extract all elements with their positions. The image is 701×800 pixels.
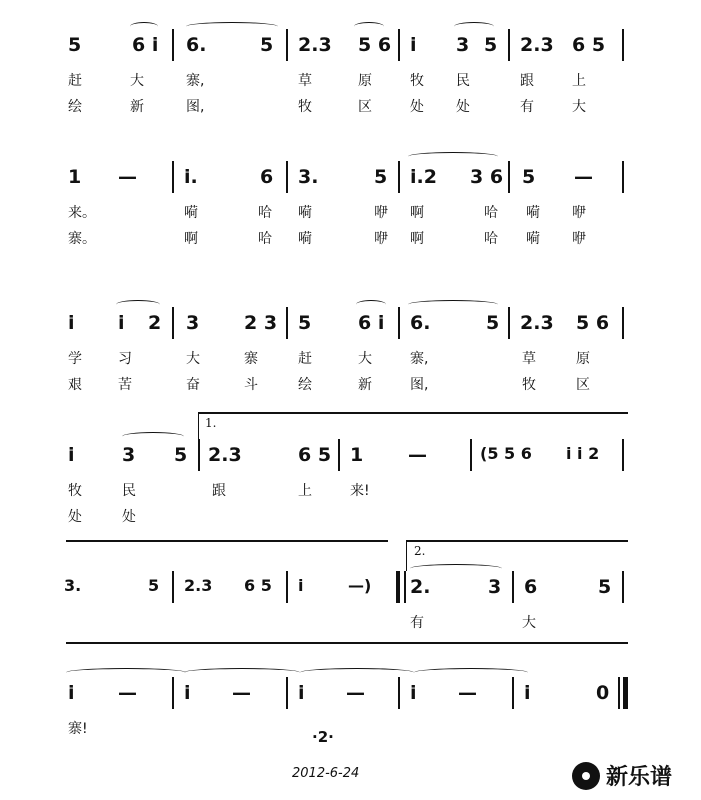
- note: 5: [598, 576, 612, 598]
- note: i: [410, 682, 417, 704]
- note: 3: [122, 444, 136, 466]
- lyric: 民: [122, 483, 136, 499]
- lyric: 上: [572, 73, 586, 89]
- note: i: [524, 682, 531, 704]
- barline: [398, 29, 400, 61]
- note: 6 5: [244, 576, 272, 595]
- note: 2.3: [208, 444, 242, 466]
- note: —: [232, 682, 251, 704]
- barline: [622, 161, 624, 193]
- slur: [356, 300, 386, 309]
- barline: [172, 307, 174, 339]
- lyrics-verse-2: [0, 612, 701, 634]
- lyric: 有: [410, 615, 424, 631]
- lyric: 赶: [298, 351, 312, 367]
- lyric: 习: [118, 351, 132, 367]
- note: 6.: [410, 312, 431, 334]
- notes-row: [0, 576, 701, 606]
- lyrics-verse-1: [0, 348, 701, 370]
- barline: [470, 439, 472, 471]
- slur: [186, 22, 278, 31]
- slur: [408, 300, 498, 309]
- note: i: [68, 682, 75, 704]
- volta-bracket-line: [198, 412, 628, 414]
- note: 6.: [186, 34, 207, 56]
- note: 1: [350, 444, 364, 466]
- lyrics-verse-1: [0, 70, 701, 92]
- note: 3: [488, 576, 502, 598]
- lyric: 区: [358, 99, 372, 115]
- note: 5 6: [576, 312, 610, 334]
- note: 5: [148, 576, 160, 595]
- page-number: ·2·: [312, 728, 334, 746]
- note: i: [68, 312, 75, 334]
- volta-bracket: [406, 540, 408, 571]
- note: 5: [298, 312, 312, 334]
- lyric: 处: [68, 509, 82, 525]
- lyric: 苦: [118, 377, 132, 393]
- note: 6: [524, 576, 538, 598]
- lyric: 啊: [184, 231, 198, 247]
- lyric: 寨,: [186, 73, 205, 89]
- lyric: 牧: [522, 377, 536, 393]
- note: 1: [68, 166, 82, 188]
- lyric: 哈: [484, 205, 498, 221]
- barline: [398, 161, 400, 193]
- barline: [172, 161, 174, 193]
- note: —: [346, 682, 365, 704]
- lyric: 大: [186, 351, 200, 367]
- slur: [454, 22, 494, 31]
- lyric: 嗬: [526, 205, 540, 221]
- lyric: 寨,: [410, 351, 429, 367]
- note: 5: [174, 444, 188, 466]
- note: 3 6: [470, 166, 504, 188]
- lyric: 处: [456, 99, 470, 115]
- note: 3.: [64, 576, 82, 595]
- note: (5 5 6: [480, 444, 532, 463]
- note: i: [184, 682, 191, 704]
- note: —: [574, 166, 593, 188]
- lyric: 有: [520, 99, 534, 115]
- lyric: 来!: [350, 483, 370, 499]
- note: 6 i: [358, 312, 385, 334]
- note: 6 5: [572, 34, 606, 56]
- note: 5 6: [358, 34, 392, 56]
- lyric: 图,: [186, 99, 205, 115]
- note: i: [298, 576, 304, 595]
- barline: [398, 307, 400, 339]
- lyric: 寨。: [68, 231, 96, 247]
- lyrics-verse-2: [0, 228, 701, 250]
- volta-bracket-line: [406, 540, 628, 542]
- note: i: [118, 312, 125, 334]
- note: 5: [486, 312, 500, 334]
- note: 5: [484, 34, 498, 56]
- note: 2.3: [184, 576, 213, 595]
- note: 2 3: [244, 312, 278, 334]
- lyrics-verse-2: [0, 506, 701, 528]
- final-barline: [623, 677, 628, 709]
- lyric: 处: [410, 99, 424, 115]
- lyric: 牧: [298, 99, 312, 115]
- lyric: 咿: [374, 205, 388, 221]
- lyric: 啊: [410, 231, 424, 247]
- lyric: 哈: [258, 231, 272, 247]
- lyric: 跟: [520, 73, 534, 89]
- note: 3.: [298, 166, 319, 188]
- slur: [408, 152, 498, 161]
- note: i: [298, 682, 305, 704]
- repeat-barline: [396, 571, 400, 603]
- slur: [410, 564, 502, 573]
- note: 2.: [410, 576, 431, 598]
- lyrics-verse-1: [0, 480, 701, 502]
- lyric: 大: [522, 615, 536, 631]
- lyric: 咿: [374, 231, 388, 247]
- slur: [116, 300, 160, 309]
- lyric: 新: [130, 99, 144, 115]
- lyrics-verse-2: [0, 96, 701, 118]
- tie: [414, 668, 528, 677]
- barline: [622, 29, 624, 61]
- staff-line: [66, 642, 628, 644]
- watermark-logo: [572, 760, 672, 791]
- lyric: 原: [358, 73, 372, 89]
- tie: [184, 668, 300, 677]
- final-barline: [618, 677, 620, 709]
- barline: [508, 161, 510, 193]
- note: 3: [186, 312, 200, 334]
- lyric: 嗬: [526, 231, 540, 247]
- barline: [398, 677, 400, 709]
- date-stamp: 2012-6-24: [292, 766, 360, 781]
- notes-row: [0, 312, 701, 342]
- note: 5: [68, 34, 82, 56]
- staff-line: [66, 540, 388, 542]
- lyric: 牧: [410, 73, 424, 89]
- note: —: [118, 166, 137, 188]
- slur: [354, 22, 384, 31]
- slur: [130, 22, 158, 31]
- note: 5: [374, 166, 388, 188]
- lyric: 处: [122, 509, 136, 525]
- note: —: [458, 682, 477, 704]
- note: 2: [148, 312, 162, 334]
- lyric: 原: [576, 351, 590, 367]
- lyric: 艰: [68, 377, 82, 393]
- lyrics-verse-2: [0, 718, 701, 740]
- lyric: 草: [298, 73, 312, 89]
- note: 3: [456, 34, 470, 56]
- note: i.2: [410, 166, 437, 188]
- tie: [300, 668, 414, 677]
- barline: [198, 439, 200, 471]
- note: —: [408, 444, 427, 466]
- repeat-barline: [404, 571, 406, 603]
- barline: [508, 29, 510, 61]
- note: i: [410, 34, 417, 56]
- note: 5: [260, 34, 274, 56]
- lyric: 绘: [298, 377, 312, 393]
- lyric: 草: [522, 351, 536, 367]
- lyric: 大: [130, 73, 144, 89]
- lyric: 嗬: [298, 205, 312, 221]
- barline: [512, 571, 514, 603]
- barline: [172, 29, 174, 61]
- lyric: 绘: [68, 99, 82, 115]
- barline: [172, 571, 174, 603]
- lyric: 区: [576, 377, 590, 393]
- lyric: 寨!: [68, 721, 88, 737]
- slur: [122, 432, 184, 441]
- note: 6 5: [298, 444, 332, 466]
- lyric: 嗬: [184, 205, 198, 221]
- barline: [286, 307, 288, 339]
- note: 6: [260, 166, 274, 188]
- lyrics-verse-1: [0, 202, 701, 224]
- lyric: 新: [358, 377, 372, 393]
- barline: [286, 29, 288, 61]
- lyric: 来。: [68, 205, 96, 221]
- lyric: 咿: [572, 231, 586, 247]
- note: —): [348, 576, 372, 595]
- lyric: 图,: [410, 377, 429, 393]
- lyric: 哈: [258, 205, 272, 221]
- lyric: 大: [572, 99, 586, 115]
- lyric: 赶: [68, 73, 82, 89]
- barline: [172, 677, 174, 709]
- lyric: 奋: [186, 377, 200, 393]
- barline: [508, 307, 510, 339]
- lyric: 咿: [572, 205, 586, 221]
- record-disc-icon: [572, 762, 600, 790]
- barline: [622, 439, 624, 471]
- note: 2.3: [520, 312, 554, 334]
- note: 0: [596, 682, 610, 704]
- note: 2.3: [298, 34, 332, 56]
- note: 5: [522, 166, 536, 188]
- note: i.: [184, 166, 198, 188]
- lyric: 大: [358, 351, 372, 367]
- lyric: 上: [298, 483, 312, 499]
- lyric: 啊: [410, 205, 424, 221]
- note: 2.3: [520, 34, 554, 56]
- notes-row: [0, 166, 701, 196]
- tie: [66, 668, 186, 677]
- volta-label-2: 2.: [414, 544, 426, 558]
- barline: [622, 307, 624, 339]
- lyrics-verse-2: [0, 374, 701, 396]
- barline: [512, 677, 514, 709]
- lyric: 寨: [244, 351, 258, 367]
- barline: [286, 677, 288, 709]
- logo-text: 新乐谱: [606, 765, 673, 790]
- lyric: 斗: [244, 377, 258, 393]
- notes-row: [0, 682, 701, 712]
- barline: [338, 439, 340, 471]
- note: —: [118, 682, 137, 704]
- notes-row: [0, 34, 701, 64]
- notes-row: [0, 444, 701, 474]
- lyric: 学: [68, 351, 82, 367]
- note: i: [68, 444, 75, 466]
- note: 6 i: [132, 34, 159, 56]
- lyric: 跟: [212, 483, 226, 499]
- barline: [286, 161, 288, 193]
- note: i i 2: [566, 444, 600, 463]
- lyric: 哈: [484, 231, 498, 247]
- lyric: 民: [456, 73, 470, 89]
- barline: [622, 571, 624, 603]
- lyric: 嗬: [298, 231, 312, 247]
- volta-label-1: 1.: [205, 416, 217, 430]
- barline: [286, 571, 288, 603]
- lyric: 牧: [68, 483, 82, 499]
